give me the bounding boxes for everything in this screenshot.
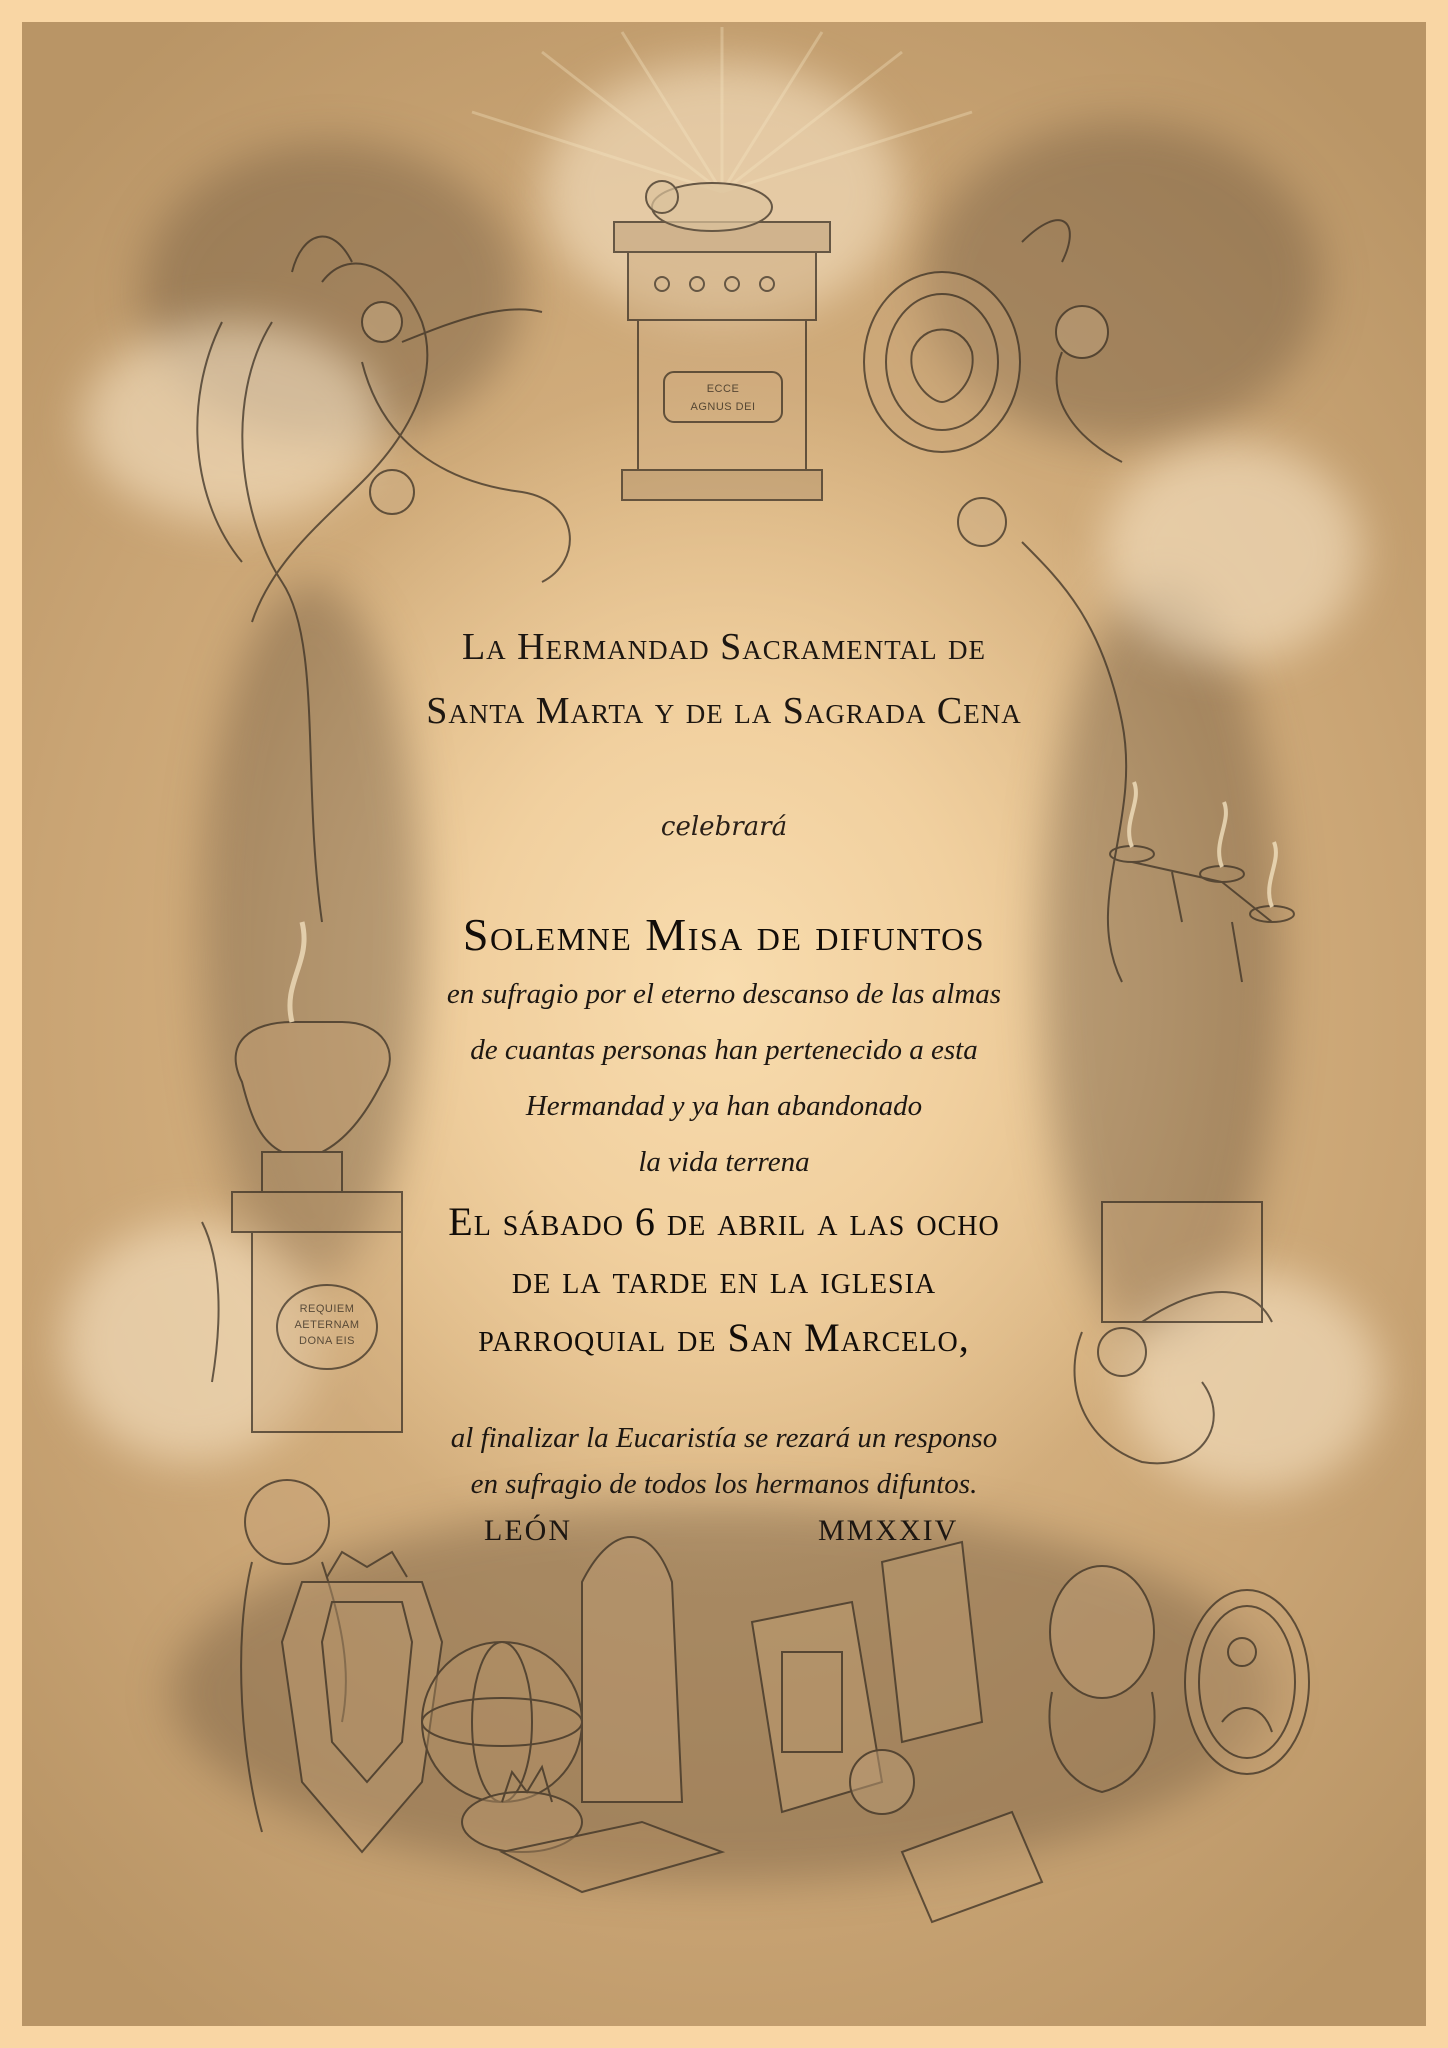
bust-and-oval-portrait [1049, 1566, 1309, 1792]
svg-text:REQUIEM: REQUIEM [299, 1303, 355, 1315]
brotherhood-line-2: Santa Marta y de la Sagrada Cena [426, 690, 1022, 732]
footer-place: LEÓN [484, 1514, 572, 1547]
purpose-line: de cuantas personas han pertenecido a esta [470, 1034, 978, 1066]
event-title: Solemne Misa de difuntos [462, 909, 986, 960]
brotherhood-name [22, 628, 1426, 730]
date-line: de la tarde en la iglesia [511, 1257, 937, 1302]
svg-text:AETERNAM: AETERNAM [294, 1319, 360, 1331]
svg-text:DONA EIS: DONA EIS [299, 1335, 355, 1347]
light-rays [472, 27, 972, 192]
celebrara-word: celebrará [660, 812, 788, 842]
purpose-paragraph [22, 978, 1426, 1202]
purpose-line: Hermandad y ya han abandonado [525, 1090, 923, 1122]
lion-with-shield [241, 1480, 442, 1852]
altar-with-lamb [614, 181, 830, 500]
brotherhood-seal-medallion [864, 220, 1126, 982]
footer-year: MMXXIV [818, 1514, 959, 1547]
closing-paragraph [22, 1422, 1426, 1514]
purpose-line: la vida terrena [638, 1146, 810, 1178]
closing-line: en sufragio de todos los hermanos difuntos. [470, 1468, 978, 1500]
brotherhood-line-1: La Hermandad Sacramental de [461, 626, 987, 668]
invitation-card [22, 22, 1426, 2026]
closing-line: al finalizar la Eucaristía se rezará un responso [450, 1422, 998, 1454]
svg-text:ECCE: ECCE [706, 383, 740, 395]
date-line: parroquial de San Marcelo, [478, 1315, 970, 1360]
globe-and-books [422, 1537, 1042, 1922]
date-line: El sábado 6 de abril a las ocho [448, 1199, 1000, 1244]
svg-text:AGNUS DEI: AGNUS DEI [690, 401, 756, 413]
date-and-place [22, 1198, 1426, 1372]
purpose-line: en sufragio por el eterno descanso de las almas [446, 978, 1002, 1010]
